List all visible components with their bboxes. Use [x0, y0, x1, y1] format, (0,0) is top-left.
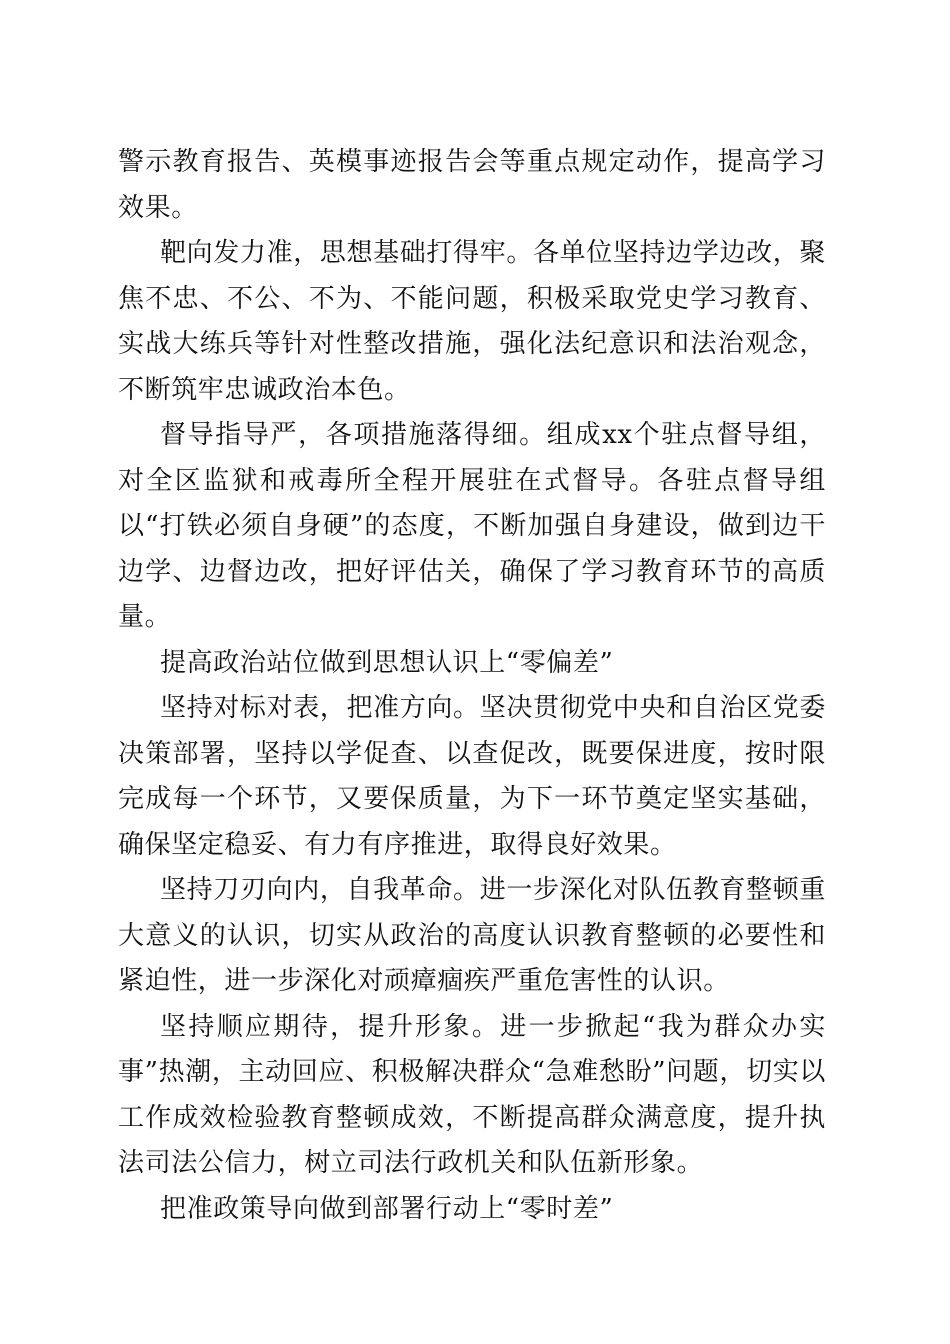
section-heading-policy-orientation: 把准政策导向做到部署行动上“零时差”	[160, 1193, 614, 1224]
paragraph-targeted-effort: 靶向发力准，思想基础打得牢。各单位坚持边学边改，聚焦不忠、不公、不为、不能问题，积极采取党史学习教育、实战大练兵等针对性整改措施，强化法纪意识和法治观念，不断筑牢忠诚政治本色。	[118, 238, 826, 405]
document-body	[118, 140, 826, 1232]
paragraph-benchmarking: 坚持对标对表，把准方向。坚决贯彻党中央和自治区党委决策部署，坚持以学促查、以查促改，既要保进度，按时限完成每一个环节，又要保质量，为下一环节奠定坚实基础，确保坚定稳妥、有力有序推进，取得良好效果。	[118, 693, 826, 860]
paragraph-public-expectations: 坚持顺应期待，提升形象。进一步掀起“我为群众办实事”热潮，主动回应、积极解决群众“急难愁盼”问题，切实以工作成效检验教育整顿成效，不断提高群众满意度，提升执法司法公信力，树立司法行政机关和队伍新形象。	[118, 1011, 826, 1178]
section-heading-political-stance: 提高政治站位做到思想认识上“零偏差”	[160, 647, 614, 678]
paragraph-continuation: 警示教育报告、英模事迹报告会等重点规定动作，提高学习效果。	[118, 147, 826, 223]
paragraph-self-revolution: 坚持刀刃向内，自我革命。进一步深化对队伍教育整顿重大意义的认识，切实从政治的高度认识教育整顿的必要性和紧迫性，进一步深化对顽瘴痼疾严重危害性的认识。	[118, 875, 826, 996]
paragraph-supervision: 督导指导严，各项措施落得细。组成xx个驻点督导组，对全区监狱和戒毒所全程开展驻在式督导。各驻点督导组以“打铁必须自身硬”的态度，不断加强自身建设，做到边干边学、边督边改，把好评估关，确保了学习教育环节的高质量。	[118, 420, 826, 632]
